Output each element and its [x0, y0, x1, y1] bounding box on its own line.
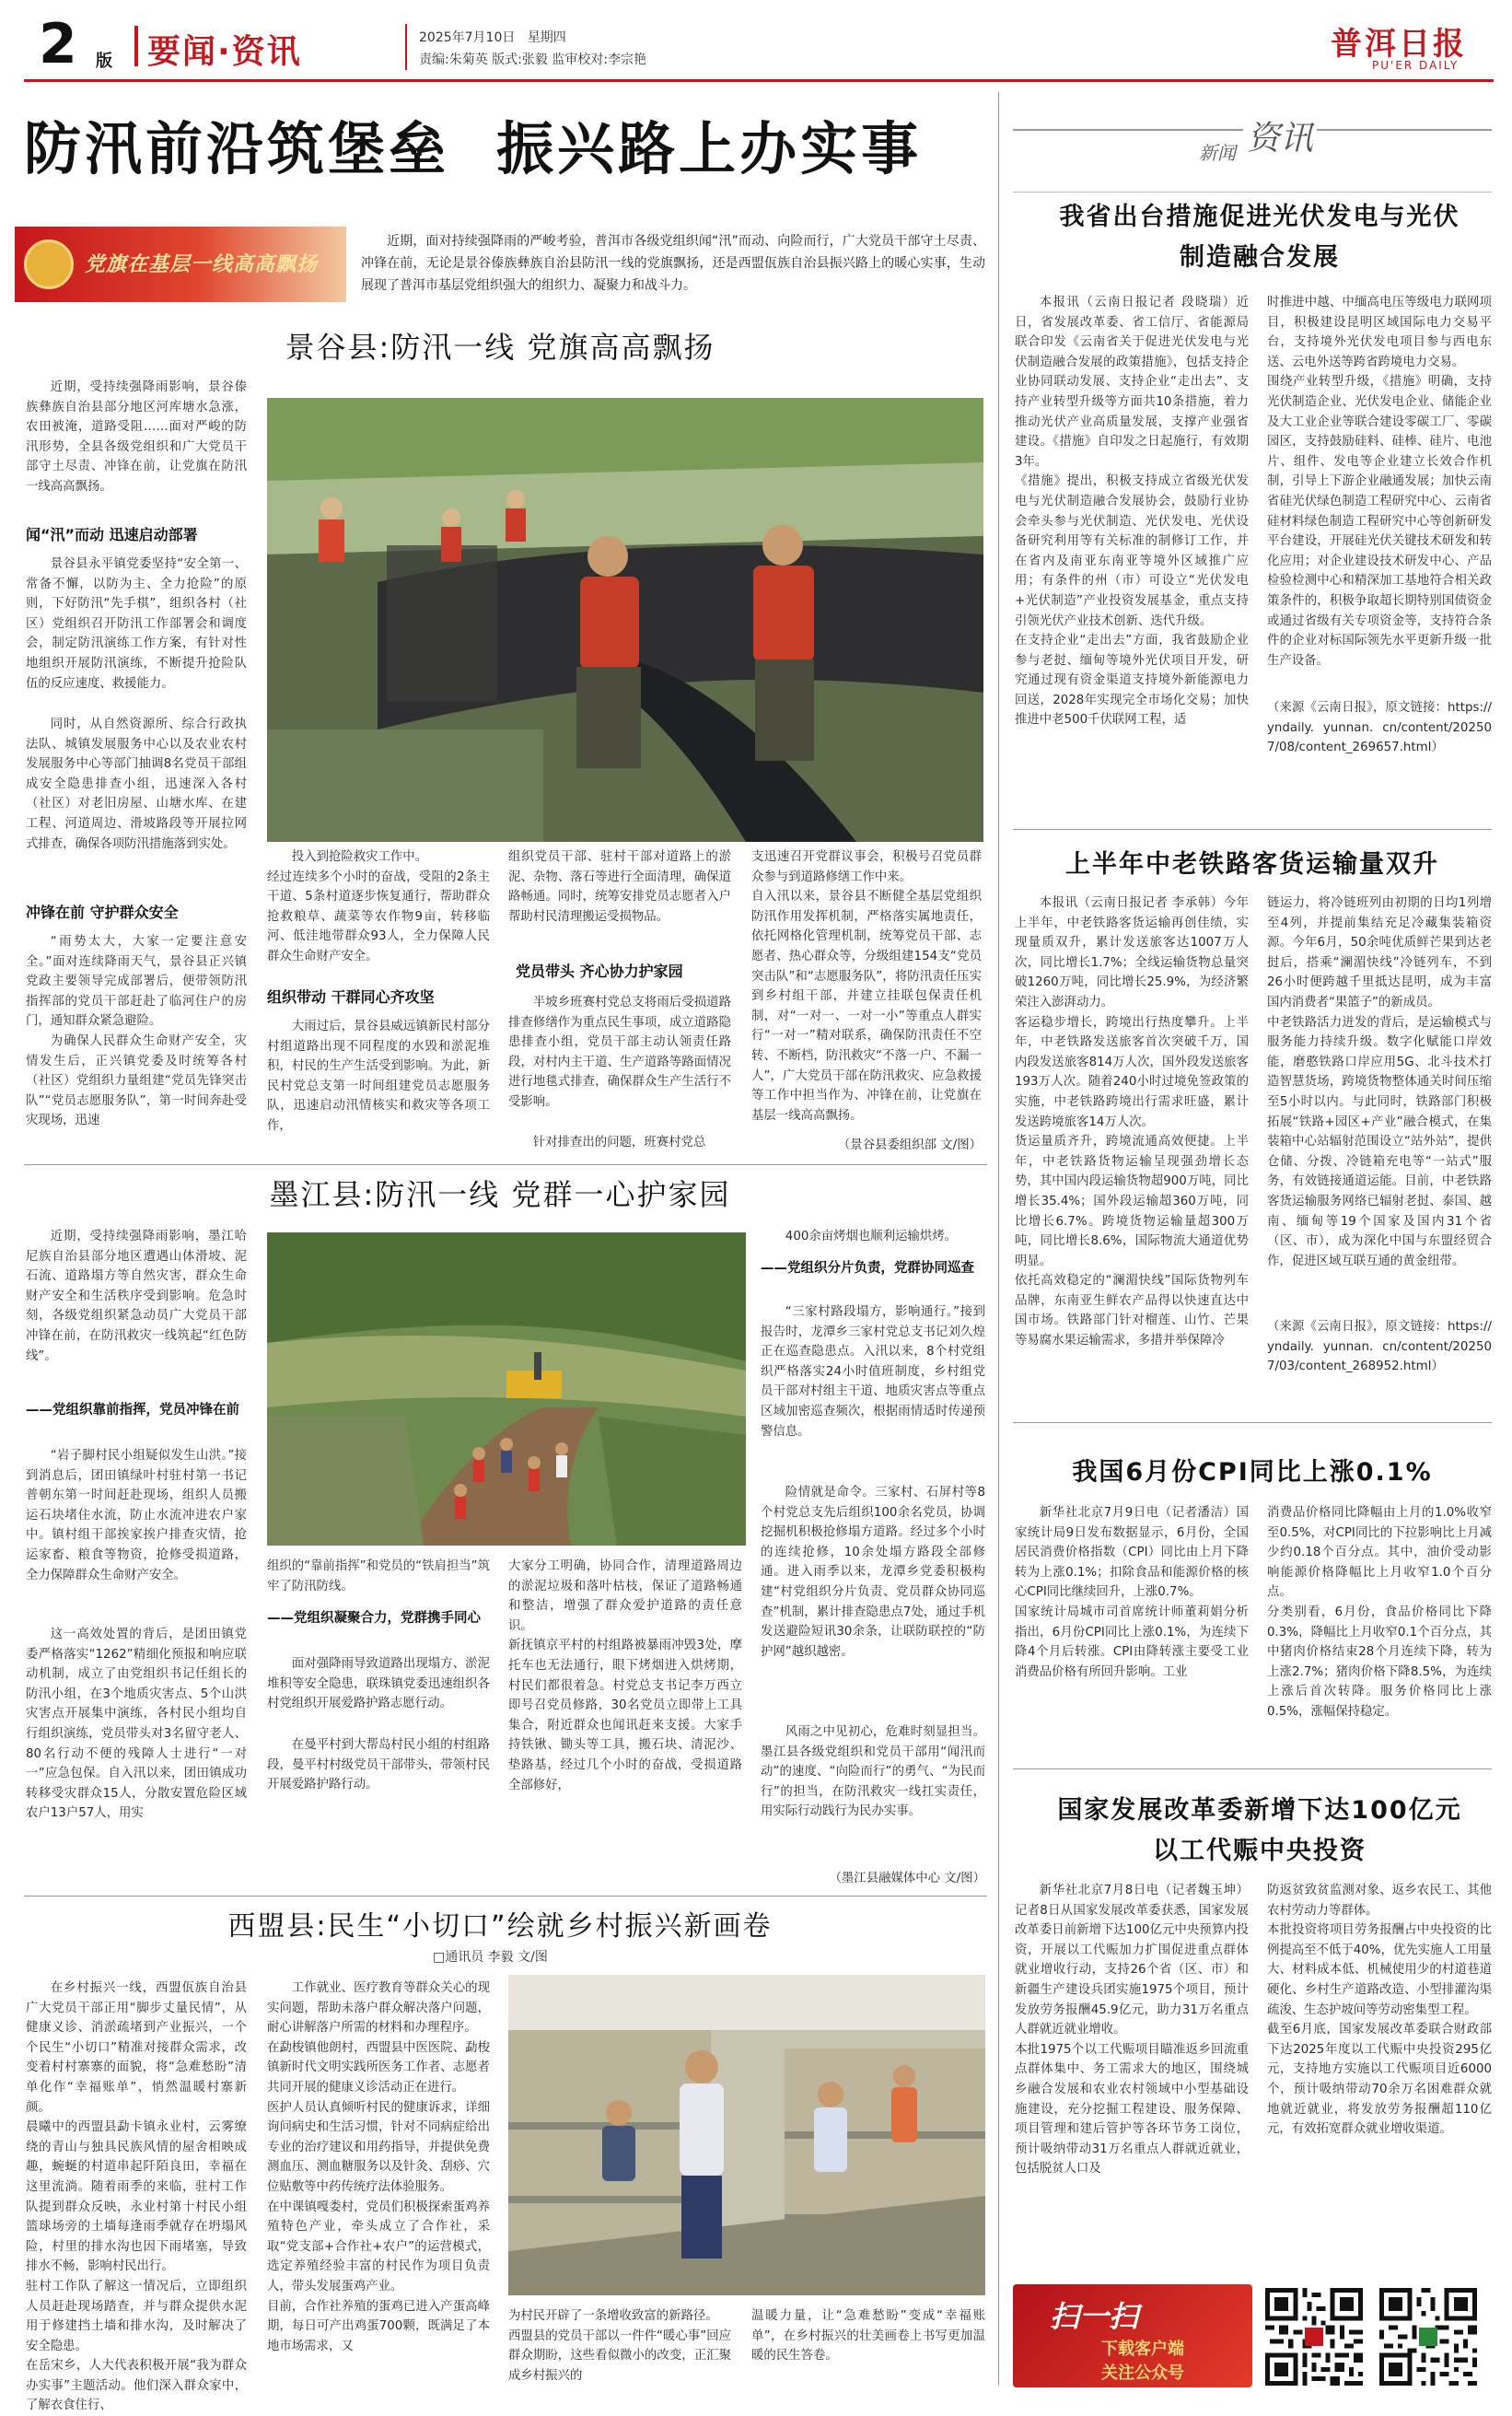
mojiang-col3: 大家分工明确，协同合作，清理道路周边的淤泥垃圾和落叶枯枝，保证了道路畅通和整洁，增强了群众爱护道路的责任意识。 新抚镇京平村的村组路被暴雨冲毁3处，摩托车也无法通行，眼下烤烟进入烘烤期，村民们都很着急。村党总支书记李万西立即号召党员修路，30名党员立即带上工具集合，附近群众也闻讯赶来支援。大家手持铁锹、锄头等工具，搬石块、清泥沙、垫路基，经过几个小时的奋战，受损道路全部修好， [508, 1559, 742, 1792]
mojiang-title: 墨江县:防汛一线 党群一心护家园 [269, 1177, 731, 1212]
article-divider [1013, 829, 1492, 830]
a1-source: （来源《云南日报》，原文链接：https://yndaily. yunnan. cn/content/202507/08/content_269657.html） [1267, 701, 1492, 755]
jinggu-col1-p3: “雨势太大，大家一定要注意安全。”面对连续降雨天气，景谷县正兴镇党政主要领导完成部署后，便带领防汛指挥部的党员干部赶赴了临河住户的房门，通知群众紧急避险。 [26, 935, 247, 1029]
ximeng-col4-bottom: 温暖力量，让“急难愁盼”变成“幸福账单”，在乡村振兴的壮美画卷上书写更加温暖的民生答卷。 [751, 2309, 985, 2363]
party-emblem-icon [24, 239, 74, 289]
jinggu-sub2: 冲锋在前 守护群众安全 [26, 904, 179, 921]
masthead-divider [405, 24, 407, 70]
jinggu-title: 景谷县:防汛一线 党旗高高飘扬 [285, 330, 715, 365]
page-number: 2 [39, 12, 77, 76]
editors-line: 责编:朱菊英 版式:张毅 监审校对:李宗艳 [419, 53, 647, 67]
jinggu-sub1: 闻“汛”而动 迅速启动部署 [26, 526, 198, 543]
a1-col1: 本报讯（云南日报记者 段晓瑞）近日，省发展改革委、省工信厅、省能源局联合印发《云南省关于促进光伏发电与光伏制造融合发展的政策措施》，包括支持企业协同联动发展、支持企业“走出去”、支持产业转型升级等方面共10条措施，着力推动光伏产业高质量发展，支撑产业强省建设。《措施》自印发之日起施行，有效期3年。 《措施》提出，积极支持成立省级光伏发电与光伏制造融合发展协会，鼓励行业协会牵头参与光伏制造、光伏发电、光伏设备研究利用等有关标准的制修订工作，并在省内及南亚东南亚等境外区域推广应用；有条件的州（市）可设立“光伏发电+光伏制造”产业投资发展基金，重点支持引领光伏产业技术创新、迭代升级。 在支持企业“走出去”方面，我省鼓励企业参与老挝、缅甸等境外光伏项目开发，研究通过现有资金渠道支持境外新能源电力回送，2028年实现完全市场化交易；加快推进中老500千伏联网工程，适 [1015, 296, 1249, 728]
article-divider [1013, 1422, 1492, 1423]
mojiang-col2-p1: 面对强降雨导致道路出现塌方、淤泥堆积等安全隐患，联珠镇党委迅速组织各村党组织开展爱路护路志愿行动。 [267, 1657, 490, 1711]
a3-col1: 新华社北京7月9日电（记者潘洁）国家统计局9日发布数据显示，6月份，全国居民消费价格指数（CPI）同比由上月下降转为上涨0.1%；扣除食品和能源价格的核心CPI同比继续回升，上涨0.7%。 国家统计局城市司首席统计师董莉娟分析指出，6月份CPI同比上涨0.1%，为连续下降4个月后转涨。CPI由降转涨主要受工业消费品价格有所回升影响。工业 [1015, 1506, 1249, 1679]
mojiang-col1-p2: 这一高效处置的背后，是团田镇党委严格落实“1262”精细化预报和响应联动机制，成立了由党组织书记任组长的防汛小组，在3个地质灾害点、5个山洪灾害点开展集中演练，各村民小组均自行组织演练，党员带头对3名留守老人、80名行动不便的残障人士进行“一对一”应急包保。自入汛以来，团田镇成功转移受灾群众15人，分散安置危险区域农户13户57人，用实 [26, 1628, 247, 1821]
mojiang-photo [267, 1232, 746, 1546]
banner-lead: 近期，面对持续强降雨的严峻考验，普洱市各级党组织闻“汛”而动、向险而行，广大党员干部守土尽责、冲锋在前，无论是景谷傣族彝族自治县防汛一线的党旗飘扬，还是西盟佤族自治县振兴路上的暖心实事，生动展现了普洱市基层党组织强大的组织力、凝聚力和战斗力。 [361, 234, 985, 293]
qr-code-icon [1265, 2288, 1363, 2386]
qr-line2: 关注公众号 [1101, 2363, 1184, 2383]
main-headline: 防汛前沿筑堡垒 振兴路上办实事 [24, 115, 923, 182]
jinggu-col2: 投入到抢险救灾工作中。 经过连续多个小时的奋战，受阻的2条主干道、5条村道逐步恢复通行，帮助群众抢救粮草、蔬菜等农作物9亩，转移临河、低洼地带群众93人，全力保障人民群众生命财产安全。 [267, 850, 490, 963]
ximeng-col3-bottom: 为村民开辟了一条增收致富的新路径。 西盟县的党员干部以一件件“暖心事”回应群众期盼，这些看似微小的改变，正汇聚成乡村振兴的 [508, 2309, 731, 2383]
mojiang-col4-p2: 险情就是命令。三家村、石屏村等8个村党总支先后组织100余名党员，协调挖掘机积极抢修塌方道路。经过多个小时的连续抢修，10余处塌方路段全部修通。进入雨季以来，龙潭乡党委积极构建“村党组织分片负责、党员群众协同巡查”机制，累计排查隐患点7处，通过手机发送避险短讯30余条，让联防联控的“防护网”越织越密。 [761, 1486, 985, 1659]
a3-title: 我国6月份CPI同比上涨0.1% [1072, 1458, 1433, 1487]
mojiang-col4-p3: 风雨之中见初心，危难时刻显担当。墨江县各级党组织和党员干部用“闻汛而动”的速度、“向险而行”的勇气、“为民而行”的担当，在防汛救灾一线扛实责任，用实际行动践行为民办实事。 [761, 1725, 985, 1819]
mojiang-sub3: ——党组织分片负责，党群协同巡查 [761, 1261, 974, 1276]
sidebar-section-mark: 新闻 [1195, 138, 1239, 165]
qr-scan-label: 扫一扫 [1050, 2299, 1139, 2334]
jinggu-photo [267, 398, 983, 842]
a1-title: 我省出台措施促进光伏发电与光伏制造融合发展 [1059, 203, 1460, 272]
mojiang-col2-p2: 在曼平村到大帮岛村民小组的村组路段，曼平村村级党员干部带头，带领村民开展爱路护路行动。 [267, 1738, 490, 1792]
section-divider [24, 1896, 987, 1897]
jinggu-sub4: 党员带头 齐心协力护家园 [516, 963, 683, 980]
qr-line1: 下载客户端 [1101, 2340, 1184, 2359]
masthead [0, 0, 1512, 81]
a4-title: 国家发展改革委新增下达100亿元以工代赈中央投资 [1057, 1796, 1462, 1865]
article-divider [1013, 1768, 1492, 1769]
issue-date [419, 28, 566, 46]
jinggu-col3-p3: 针对排查出的问题，班赛村党总 [532, 1136, 706, 1150]
qr-code-wechat[interactable] [1379, 2288, 1477, 2386]
sidebar-header-rule [1013, 192, 1492, 193]
ximeng-title: 西盟县:民生“小切口”绘就乡村振兴新画卷 [227, 1910, 773, 1943]
column-divider [998, 92, 999, 2386]
jinggu-col1-intro: 近期，受持续强降雨影响，景谷傣族彝族自治县部分地区河库塘水急涨，农田被淹，道路受阻……面对严峻的防汛形势，全县各级党组织和广大党员干部守土尽责、冲锋在前，让党旗在防汛一线高高飘扬。 [26, 380, 247, 494]
qr-code-app[interactable] [1265, 2288, 1363, 2386]
mojiang-photo-caption: 组织的“靠前指挥”和党员的“铁肩担当”筑牢了防汛防线。 [267, 1559, 490, 1593]
masthead-divider [134, 26, 138, 66]
banner [15, 227, 985, 302]
a3-col2: 消费品价格同比降幅由上月的1.0%收窄至0.5%，对CPI同比的下拉影响比上月减少约0.18个百分点。其中，油价受动影响能源价格降幅比上月收窄1.0个百分点。 分类别看，6月份，食品价格同比下降0.3%，降幅比上月收窄0.1个百分点，其中猪肉价格结束28个月连续下降，转为上涨2.7%；猪肉价格下降8.5%，为连续上涨后首次转降。服务价格同比上涨0.5%，涨幅保持稳定。 [1267, 1506, 1492, 1719]
ximeng-col2: 工作就业、医疗教育等群众关心的现实问题，帮助未落户群众解决落户问题，耐心讲解落户所需的材料和办理程序。 在勐梭镇他朗村，西盟县中医医院、勐梭镇新时代文明实践所医务工作者、志愿者共同开展的健康义诊活动正在进行。 医护人员认真倾听村民的健康诉求，详细询问病史和生活习惯，针对不同病症给出专业的治疗建议和用药指导，并提供免费测血压、测血糖服务以及针灸、刮痧、穴位贴敷等中药传统疗法体验服务。 在中课镇嘎娄村，党员们积极探索蛋鸡养殖特色产业，牵头成立了合作社，采取“党支部+合作社+农户”的运营模式，选定养殖经验丰富的村民作为项目负责人，带头发展蛋鸡产业。 目前，合作社养殖的蛋鸡已进入产蛋高峰期，每日可产出鸡蛋700颗，既满足了本地市场需求，又 [267, 1981, 490, 2353]
qr-promo [1013, 2284, 1494, 2387]
qr-code-icon [1379, 2288, 1477, 2386]
jinggu-col3: 组织党员干部、驻村干部对道路上的淤泥、杂物、落石等进行全面清理，确保道路畅通。同时，统筹安排党员志愿者入户帮助村民清理搬运受损物品。 [508, 850, 731, 924]
masthead-rule [24, 79, 1494, 82]
sidebar-section-label: 资讯 [1243, 112, 1317, 159]
jinggu-col4: 支迅速召开党群议事会，积极号召党员群众参与到道路修缮工作中来。 自入汛以来，景谷县不断健全基层党组织防汛作用发挥机制，严格落实属地责任，依托网格化管理机制，统筹党员干部、志愿者、热心群众等，分级组建154支“党员突击队”和“志愿服务队”，将防汛责任压实到乡村组干部，并建立挂联包保责任机制，对“一对一、一对一小”等重点人群实行“一对一”精对联系，确保防汛责任不空转、不断档，防汛救灾“不落一户、不漏一人”，广大党员干部在防汛救灾、应急救援等工作中担当作为、冲锋在前，让党旗在基层一线高高飘扬。 [751, 850, 982, 1123]
mojiang-col1-p1: “岩子脚村民小组疑似发生山洪。”接到消息后，团田镇绿叶村驻村第一书记普朝东第一时间赶赴现场，组织人员搬运石块堵住水流，防止水流冲进农户家中。镇村组干部挨家挨户排查灾情，抢运家畜、粮食等物资，抢修受损道路，全力保障群众生命财产安全。 [26, 1449, 247, 1582]
banner-tag: 党旗在基层一线高高飘扬 [85, 253, 319, 276]
a2-col1: 本报讯（云南日报记者 李承韩）今年上半年，中老铁路客货运输再创佳绩，实现量质双升，累计发送旅客达1007万人次，同比增长1.7%；全线运输货物总量突破1260万吨，同比增长25.9%，为经济繁荣注入澎湃动力。 客运稳步增长，跨境出行热度攀升。上半年，中老铁路发送旅客首次突破千万，国内段发送旅客814万人次，国外段发送旅客193万人次。随着240小时过境免签政策的实施，中老铁路跨境出行需求旺盛，累计发送跨境旅客14万人次。 货运量质齐升，跨境流通高效便捷。上半年，中老铁路货物运输呈现强劲增长态势，其中国内段运输货物超900万吨，同比增长35.4%；国外段运输超360万吨，同比增长6.7%。跨境货物运输量超300万吨，同比增长8.6%，国际物流大通道优势明显。 依托高效稳定的“澜湄快线”国际货物列车品牌，东南亚生鲜农产品得以快速直达中国市场。铁路部门针对榴莲、山竹、芒果等易腐水果运输需求，多措并举保障冷 [1015, 896, 1249, 1348]
jinggu-col1-p2: 同时，从自然资源所、综合行政执法队、城镇发展服务中心以及农业农村发展服务中心等部门抽调8名党员干部组成安全隐患排查小组，迅速深入各村（社区）对老旧房屋、山塘水库、在建工程、河道周边、滑坡路段等开展拉网式排查，确保各项防汛措施落到实处。 [26, 718, 247, 851]
mojiang-sub1: ——党组织靠前指挥，党员冲锋在前 [26, 1403, 239, 1418]
ximeng-col1: 在乡村振兴一线，西盟佤族自治县广大党员干部正用“脚步丈量民情”，从健康义诊、消淤疏堵到产业振兴，一个个民生“小切口”精准对接群众需求，改变着村村寨寨的面貌，将“急难愁盼”清单化作“幸福账单”，悄然温暖村寨新颜。 晨曦中的西盟县勐卡镇永业村，云雾缭绕的青山与独具民族风情的屋舍相映成趣，蜿蜒的村道串起阡陌良田，幸福在这里流淌。随着雨季的来临，驻村工作队提到群众反映，永业村第十村民小组篮球场旁的土墙每逢雨季就存在坍塌风险，村里的排水沟也因下雨堵塞，导致排水不畅，影响村民出行。 驻村工作队了解这一情况后，立即组织人员赶赴现场踏查，并与群众提供水泥用于修建挡土墙和排水沟，及时解决了安全隐患。 在岳宋乡，人大代表积极开展“我为群众办实事”主题活动。他们深入群众家中，了解衣食住行、 [26, 1981, 247, 2413]
jinggu-col1-p1: 景谷县永平镇党委坚持“安全第一、常备不懈，以防为主、全力抢险”的原则，下好防汛“先手棋”，组织各村（社区）党组织召开防汛工作部署会和调度会，制定防汛演练工作方案，有针对性地组织开展防汛演练，不断提升抢险队伍的反应速度、救援能力。 [26, 557, 247, 691]
mojiang-credit: （墨江县融媒体中心 文/图） [829, 1872, 985, 1885]
sidebar-header [1013, 101, 1492, 193]
a1-col2: 时推进中越、中缅高电压等级电力联网项目，积极建设昆明区域国际电力交易平台，支持境外光伏发电项目参与西电东送、云电外送等跨省跨境电力交易。 围绕产业转型升级，《措施》明确，支持光伏制造企业、光伏发电企业、储能企业及大工业企业等联合建设零碳工厂、零碳园区，支持鼓励硅料、硅棒、硅片、电池片、组件、发电等企业建立长效合作机制，引导上下游企业融通发展；加快云南省硅光伏绿色制造工程研究中心、云南省硅材料绿色制造工程研究中心等创新研发平台建设，开展硅光伏关键技术研发和转化应用；对企业建设技术研发中心、产品检验检测中心和精深加工基地符合相关政策条件的，积极争取超长期特别国债资金或通过省级有关专项资金等，支持符合条件的企业对标国际领先水平更新升级一批生产设备。 [1267, 296, 1492, 668]
mojiang-col1-intro: 近期，受持续强降雨影响，墨江哈尼族自治县部分地区遭遇山体滑坡、泥石流、道路塌方等自然灾害，群众生命财产安全和生活秩序受到影响。危急时刻，各级党组织紧急动员广大党员干部冲锋在前，在防汛救灾一线筑起“红色防线”。 [26, 1230, 247, 1363]
weekday: 星期四 [527, 30, 566, 45]
mojiang-sub2: ——党组织凝聚合力，党群携手同心 [267, 1611, 481, 1626]
jinggu-col3-p2: 半坡乡班赛村党总支将雨后受损道路排查修缮作为重点民生事项，成立道路隐患排查小组，党员干部主动认领责任路段，对村内主干道、生产道路等路面情况进行地毯式排查，确保群众生产生活行不受影响。 [508, 996, 731, 1109]
a2-title: 上半年中老铁路客货运输量双升 [1065, 850, 1439, 879]
mojiang-col4-top: 400余亩烤烟也顺利运输烘烤。 [785, 1230, 958, 1243]
paper-name-en: PU'ER DAILY [1372, 59, 1460, 72]
jinggu-credit: （景谷县委组织部 文/图） [837, 1138, 982, 1152]
jinggu-photo-drawing [267, 398, 983, 842]
jinggu-col1-p4: 为确保人民群众生命财产安全，灾情发生后，正兴镇党委及时统筹各村（社区）党组织力量组建“党员先锋突击队”“党员志愿服务队”，第一时间奔赴受灾现场，迅速 [26, 1034, 247, 1128]
page-unit: 版 [96, 52, 112, 71]
ximeng-photo [508, 1975, 985, 2295]
a4-col2: 防返贫致贫监测对象、返乡农民工、其他农村劳动力等群体。 本批投资将项目劳务报酬占中央投资的比例提高至不低于40%，优先实施人工用量大、材料成本低、机械使用少的村道巷道硬化、乡村生产道路改造、小型排灌沟渠疏浚、生态护坡问等劳动密集型工程。 截至6月底，国家发展改革委联合财政部下达2025年度以工代赈中央投资295亿元，支持地方实施以工代赈项目近6000个，预计吸纳带动70余万名困难群众就地就近就业，将发放劳务报酬超110亿元，有效拓宽群众就业增收渠道。 [1267, 1884, 1493, 2137]
section-divider [24, 1164, 987, 1165]
a4-col1: 新华社北京7月8日电（记者魏玉坤）记者8日从国家发展改革委获悉，国家发展改革委日前新增下达100亿元中央预算内投资，开展以工代赈加力扩围促进重点群体就业增收行动，支持26个省（区、市）和新疆生产建设兵团实施1975个项目，预计发放劳务报酬45.9亿元，助力31万名重点人群就近就业增收。 本批1975个以工代赈项目瞄准返乡回流重点群体集中、务工需求大的地区，围绕城乡融合发展和农业农村领域中小型基础设施建设，充分挖掘工程建设、服务保障、项目管理和建后管护等各环节务工岗位，预计吸纳带动31万名重点人群就近就业，包括脱贫人口及 [1015, 1884, 1249, 2177]
jinggu-sub3: 组织带动 干群同心齐攻坚 [267, 988, 435, 1006]
mojiang-photo-drawing [267, 1232, 746, 1546]
ximeng-byline: □通讯员 李毅 文/图 [433, 1950, 548, 1965]
jinggu-col2-p2: 大雨过后，景谷县威远镇新民村部分村组道路出现不同程度的水毁和淤泥堆积，村民的生产生活受到影响。为此，新民村党总支第一时间组建党员志愿服务队，迅速启动汛情核实和救灾等各项工作， [267, 1020, 490, 1133]
paper-name: 普洱日报 [1331, 26, 1467, 63]
date: 2025年7月10日 [419, 30, 516, 45]
section-name: 要闻·资讯 [147, 33, 302, 71]
ximeng-photo-drawing [508, 1975, 985, 2295]
a2-col2: 链运力，将冷链班列由初期的日均1列增至4列，并提前集结充足冷藏集装箱资源。今年6月，50余吨优质鲜芒果到达老挝后，搭乘“澜湄快线”冷链列车，不到26小时便跨越千里抵达昆明，成为丰富国内消费者“果篮子”的新成员。 中老铁路活力迸发的背后，是运输模式与服务能力持续升级。数字化赋能口岸效能，磨憨铁路口岸应用5G、北斗技术打造智慧货场，跨境货物整体通关时间压缩至5小时以内。与此同时，铁路部门积极拓展“铁路+园区+产业”融合模式，在集装箱中心站辐射范围设立“站外站”，提供仓储、分拨、冷链箱充电等“一站式”服务，有效链接通道运能。目前，中老铁路客货运输服务网络已辐射老挝、泰国、越南、缅甸等19个国家及国内31个省（区、市），成为深化中国与东盟经贸合作，促进区域互联互通的黄金纽带。 [1267, 896, 1492, 1268]
mojiang-col4-p1: “三家村路段塌方，影响通行。”接到报告时，龙潭乡三家村党总支书记刘久煌正在巡查隐患点。入汛以来，8个村党组织严格落实24小时值班制度，乡村组党员干部对村组主干道、地质灾害点等重点区域加密巡查频次，根据雨情适时传递预警信息。 [761, 1305, 985, 1439]
a2-source: （来源《云南日报》，原文链接：https://yndaily. yunnan. cn/content/202507/03/content_268952.html） [1267, 1320, 1492, 1374]
